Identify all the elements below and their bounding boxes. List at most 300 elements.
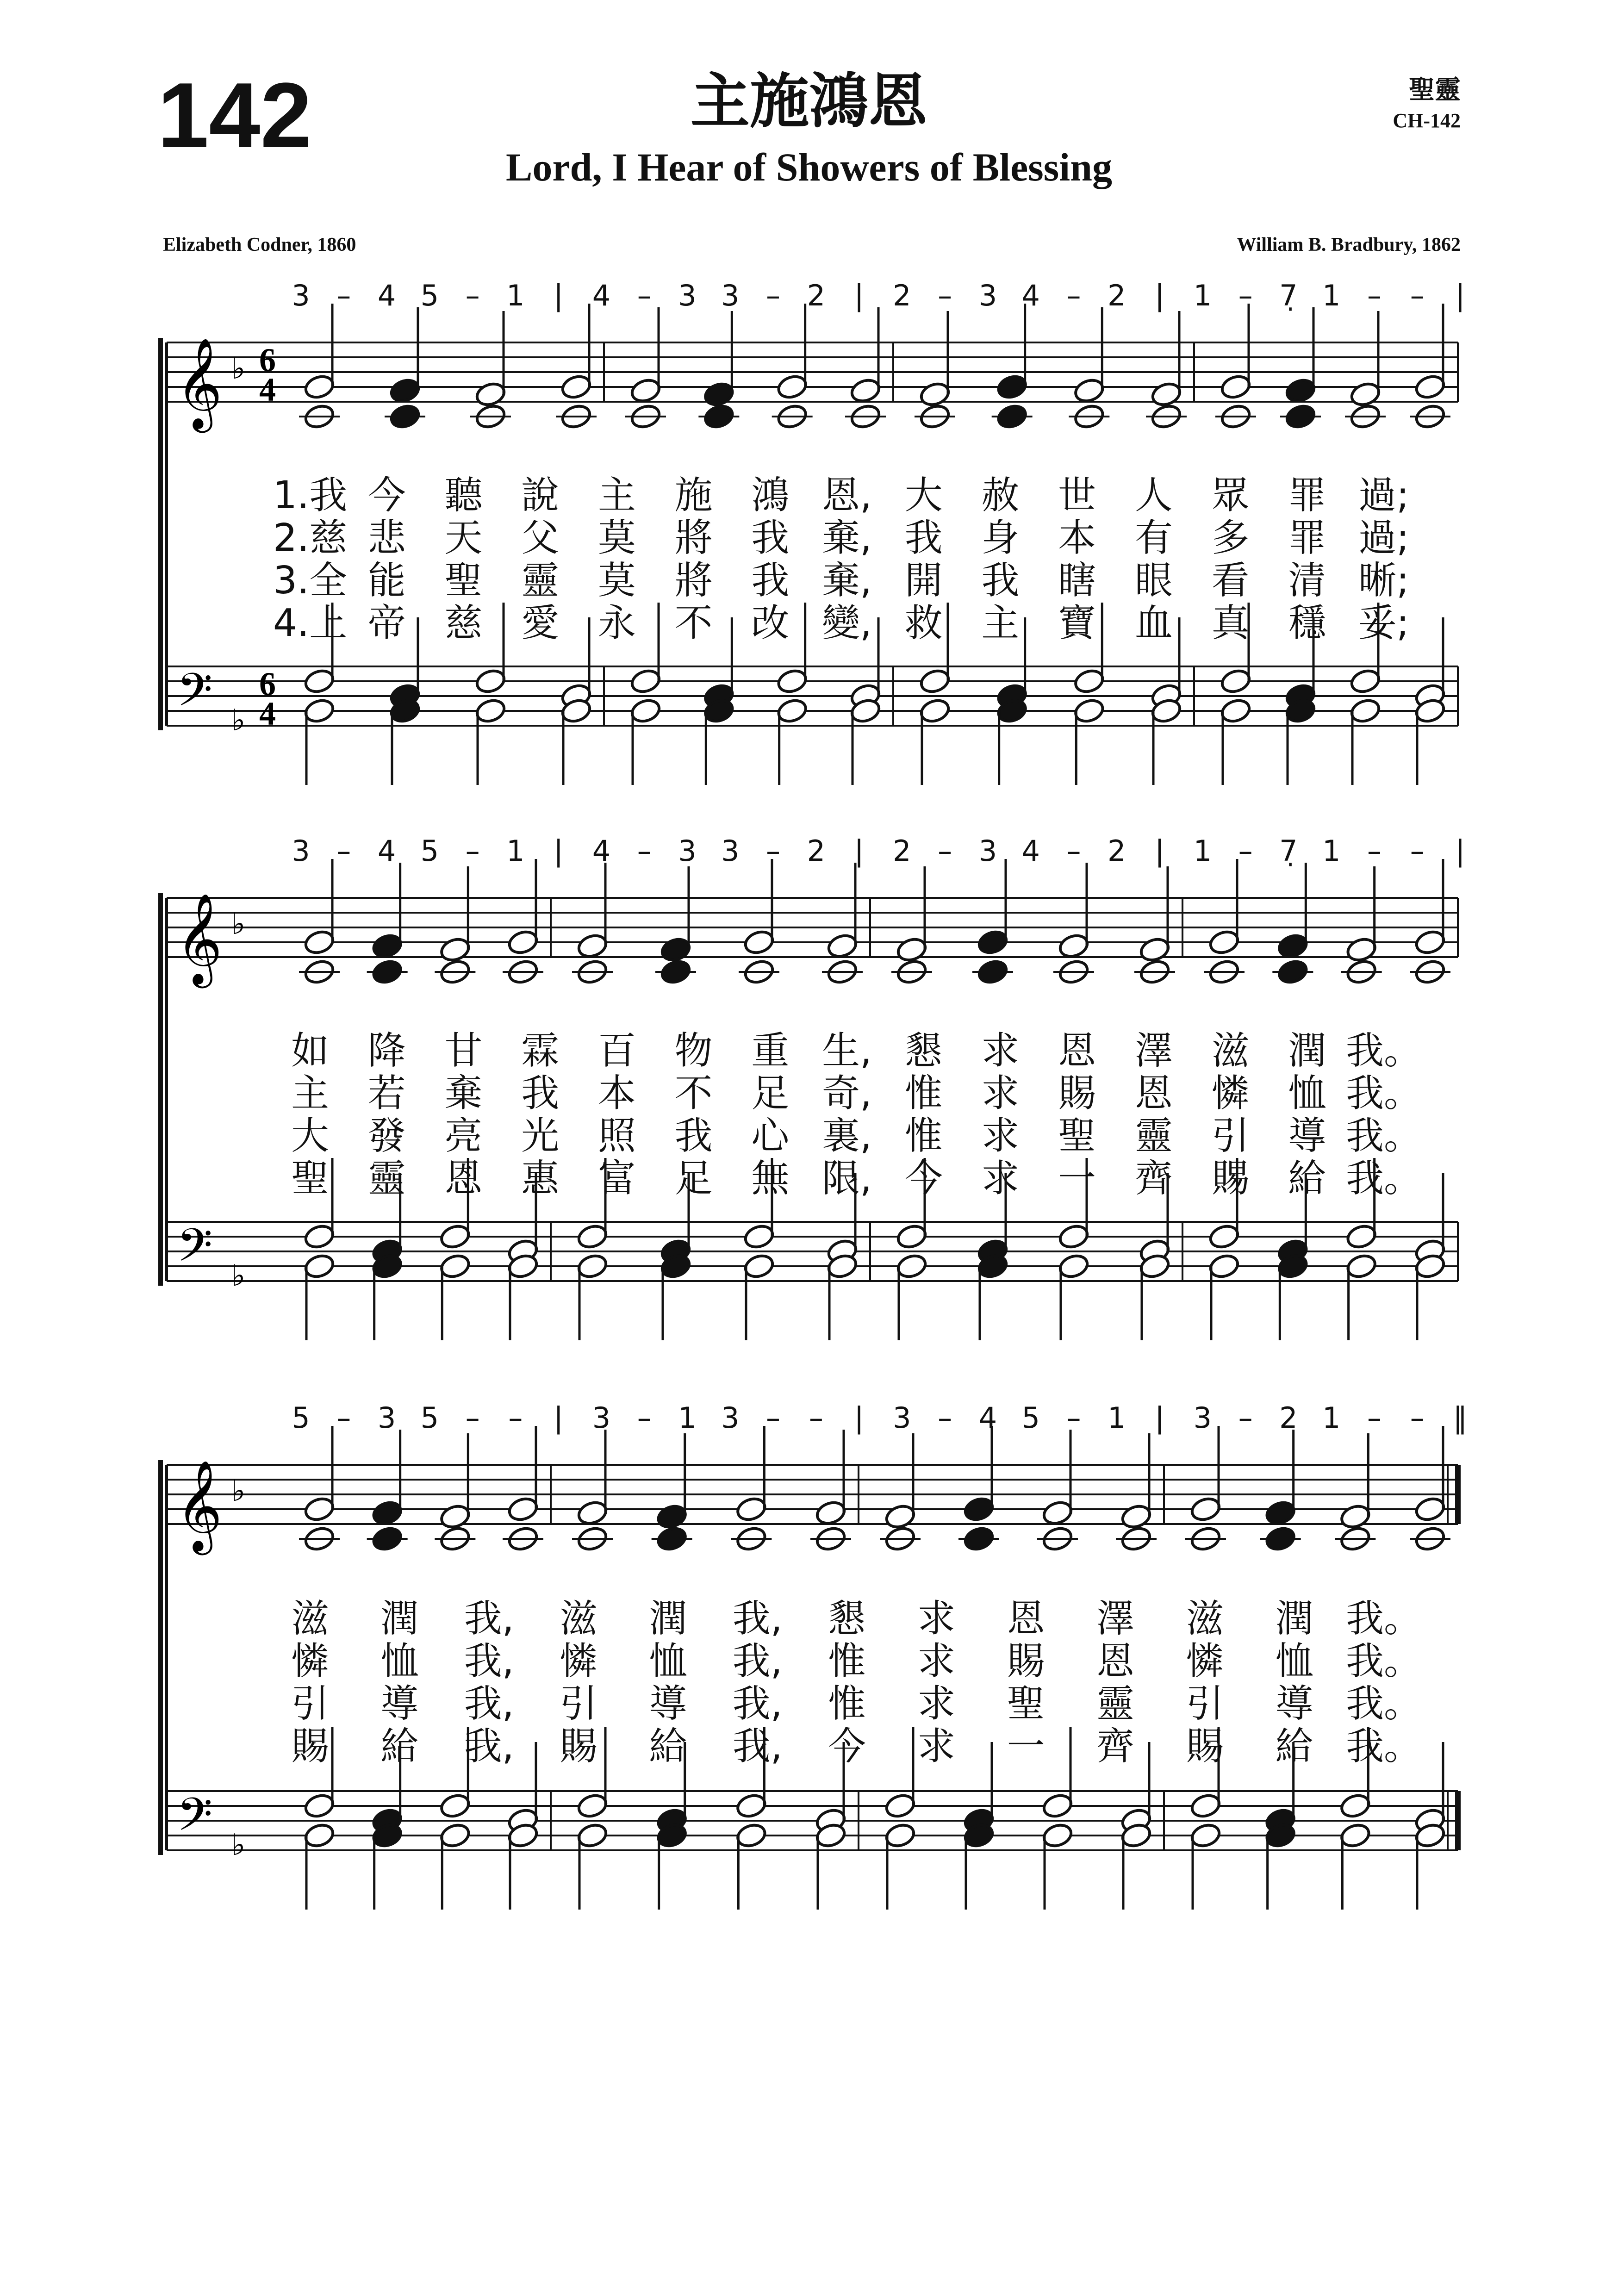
key-signature-flat: ♭ xyxy=(231,352,246,386)
lyric-syllable: 棄, xyxy=(821,516,872,560)
bass-note-head xyxy=(1189,1792,1222,1820)
jianpu-note: 4 xyxy=(978,1401,997,1435)
bass-note-head xyxy=(1073,667,1106,695)
treble-note-head xyxy=(655,1503,688,1531)
bass-note-head xyxy=(439,1223,472,1251)
jianpu-note: – xyxy=(766,1401,781,1435)
lyric-syllable: 我, xyxy=(732,1724,783,1768)
bass-note-head xyxy=(1189,1822,1222,1849)
hymn-title-chinese: 主施鴻恩 xyxy=(690,67,927,136)
jianpu-note: 3 xyxy=(292,279,310,312)
treble-note-head xyxy=(1139,936,1171,964)
lyric-syllable: 能 xyxy=(367,559,406,603)
lyric-syllable: 恤 xyxy=(380,1639,419,1683)
lyric-syllable: 亮 xyxy=(444,1114,483,1158)
bass-note-head xyxy=(919,697,952,725)
jianpu-note: 1 xyxy=(1322,834,1341,868)
bass-clef: 𝄢 xyxy=(177,1219,213,1283)
treble-note-head xyxy=(371,932,404,960)
bass-note-head xyxy=(474,667,507,695)
bass-note-head xyxy=(303,1252,336,1280)
lyric-syllable: 我。 xyxy=(1345,1724,1422,1768)
lyric-syllable: 恤 xyxy=(1288,1071,1326,1115)
lyric-syllable: 大 xyxy=(904,473,943,517)
lyric-syllable: 妥; xyxy=(1358,601,1409,645)
lyric-syllable: 我 xyxy=(521,1071,560,1115)
bass-note-head xyxy=(576,1223,609,1251)
bass-note-head xyxy=(1339,1822,1372,1849)
treble-note-head xyxy=(576,932,609,960)
treble-note-head xyxy=(303,928,336,956)
lyric-syllable: 看 xyxy=(1211,559,1250,603)
lyric-syllable: 導 xyxy=(1288,1114,1326,1158)
lyric-syllable: 惟 xyxy=(828,1639,866,1683)
lyric-syllable: 聖 xyxy=(1007,1682,1045,1726)
lyric-syllable: 賜 xyxy=(1186,1724,1224,1768)
jianpu-note: 2 xyxy=(893,834,911,868)
lyric-syllable: 齊 xyxy=(1134,1157,1173,1201)
lyric-syllable: 賜 xyxy=(1007,1639,1045,1683)
treble-note-head xyxy=(776,373,809,401)
lyric-syllable: 身 xyxy=(981,516,1020,560)
lyric-syllable: 甘 xyxy=(444,1029,483,1073)
lyric-syllable: 莫 xyxy=(597,559,636,603)
jianpu-note: – xyxy=(1367,279,1382,312)
lyric-syllable: 引 xyxy=(1186,1682,1224,1726)
bass-note-head xyxy=(919,667,952,695)
jianpu-note: – xyxy=(1238,834,1253,868)
hymn-code: CH-142 xyxy=(1393,109,1461,132)
treble-note-head xyxy=(815,1499,847,1527)
jianpu-note: – xyxy=(1410,279,1425,312)
jianpu-note: 1 xyxy=(506,279,525,312)
lyric-syllable: 永 xyxy=(597,601,636,645)
treble-note-head xyxy=(826,932,859,960)
jianpu-note: 7̣ xyxy=(1279,834,1298,868)
bass-note-head xyxy=(1041,1822,1074,1849)
lyric-syllable: 我。 xyxy=(1345,1597,1422,1641)
jianpu-note: 3 xyxy=(678,834,697,868)
treble-note-head xyxy=(1339,1503,1372,1531)
jianpu-note: – xyxy=(465,834,480,868)
jianpu-note: – xyxy=(637,1401,652,1435)
key-signature-flat: ♭ xyxy=(231,703,246,738)
jianpu-note: 4 xyxy=(1021,279,1040,312)
treble-note-head xyxy=(849,377,882,404)
lyric-syllable: 世 xyxy=(1058,473,1096,517)
lyric-syllable: 一 xyxy=(1007,1724,1045,1768)
lyric-syllable: 如 xyxy=(291,1029,330,1073)
treble-note-head xyxy=(507,928,540,956)
time-signature-bottom: 4 xyxy=(259,695,276,732)
time-signature-top: 6 xyxy=(259,666,276,703)
lyric-syllable: 莫 xyxy=(597,516,636,560)
lyric-syllable: 靈 xyxy=(521,559,560,603)
lyric-syllable: 棄 xyxy=(444,1071,483,1115)
lyric-syllable: 將 xyxy=(674,516,713,560)
treble-note-head xyxy=(1414,373,1447,401)
lyric-syllable: 改 xyxy=(751,601,790,645)
treble-note-head xyxy=(1414,928,1447,956)
lyricist-credit: Elizabeth Codner, 1860 xyxy=(163,234,356,255)
bass-note-head xyxy=(1058,1223,1090,1251)
treble-note-head xyxy=(919,380,952,408)
lyric-syllable: 憐 xyxy=(1186,1639,1224,1683)
treble-note-head xyxy=(1345,936,1378,964)
key-signature-flat: ♭ xyxy=(231,1259,246,1293)
jianpu-note: 5 xyxy=(420,1401,439,1435)
treble-note-head xyxy=(896,936,928,964)
lyric-syllable: 滋 xyxy=(1211,1029,1250,1073)
jianpu-note: – xyxy=(938,1401,952,1435)
jianpu-note: – xyxy=(637,834,652,868)
jianpu-note: 3 xyxy=(377,1401,396,1435)
lyric-syllable: 我, xyxy=(732,1682,783,1726)
key-signature-flat: ♭ xyxy=(231,1828,246,1862)
lyric-syllable: 憐 xyxy=(1211,1071,1250,1115)
lyric-syllable: 我 xyxy=(904,516,943,560)
treble-note-head xyxy=(576,1499,609,1527)
lyric-syllable: 我, xyxy=(464,1597,514,1641)
bass-note-head xyxy=(743,1252,776,1280)
lyric-syllable: 主 xyxy=(291,1071,330,1115)
hymn-category: 聖靈 xyxy=(1409,75,1461,105)
lyric-syllable: 晰; xyxy=(1358,559,1409,603)
bass-note-head xyxy=(1345,1252,1378,1280)
jianpu-note: 4 xyxy=(377,834,396,868)
jianpu-note: 2 xyxy=(1108,834,1126,868)
bass-note-head xyxy=(303,697,336,725)
lyric-syllable: 恩 xyxy=(1096,1639,1135,1683)
lyric-syllable: 求 xyxy=(917,1724,956,1768)
jianpu-note: 1 xyxy=(1193,834,1212,868)
composer-credit: William B. Bradbury, 1862 xyxy=(1237,234,1461,255)
lyric-syllable: 眾 xyxy=(1211,473,1250,517)
lyric-syllable: 若 xyxy=(367,1071,406,1115)
lyric-syllable: 給 xyxy=(1288,1157,1326,1201)
lyric-syllable: 求 xyxy=(917,1597,956,1641)
lyric-syllable: 赦 xyxy=(981,473,1020,517)
lyric-syllable: 滋 xyxy=(559,1597,598,1641)
lyric-syllable: 滋 xyxy=(1186,1597,1224,1641)
lyric-syllable: 我, xyxy=(464,1682,514,1726)
lyric-syllable: 百 xyxy=(597,1029,636,1073)
lyric-syllable: 賜 xyxy=(1058,1071,1096,1115)
jianpu-note: – xyxy=(766,279,781,312)
lyric-syllable: 過; xyxy=(1358,473,1409,517)
jianpu-barline: | xyxy=(1455,834,1465,868)
treble-note-head xyxy=(1058,932,1090,960)
treble-note-head xyxy=(963,1495,996,1523)
lyric-syllable: 奇, xyxy=(821,1071,872,1115)
lyric-syllable: 憐 xyxy=(559,1639,598,1683)
bass-note-head xyxy=(576,1792,609,1820)
lyric-syllable: 施 xyxy=(674,473,713,517)
lyric-syllable: 一 xyxy=(1058,1157,1096,1201)
lyric-syllable: 1.我 xyxy=(273,473,348,517)
bass-note-head xyxy=(1220,697,1252,725)
bass-note-head xyxy=(735,1792,768,1820)
lyric-syllable: 我, xyxy=(732,1597,783,1641)
jianpu-note: – xyxy=(508,1401,523,1435)
treble-note-head xyxy=(303,373,336,401)
lyric-syllable: 給 xyxy=(1275,1724,1313,1768)
bass-note-head xyxy=(439,1792,472,1820)
lyric-syllable: 裏, xyxy=(821,1114,872,1158)
treble-note-head xyxy=(977,928,1009,956)
lyric-syllable: 罪 xyxy=(1288,516,1326,560)
treble-note-head xyxy=(371,1499,404,1527)
bass-note-head xyxy=(1208,1223,1241,1251)
system-bracket xyxy=(158,893,163,1286)
jianpu-note: 1 xyxy=(1108,1401,1126,1435)
treble-note-head xyxy=(1073,377,1106,404)
lyric-syllable: 導 xyxy=(380,1682,419,1726)
lyric-syllable: 惟 xyxy=(904,1114,943,1158)
lyric-syllable: 我。 xyxy=(1345,1114,1422,1158)
jianpu-note: 2 xyxy=(1108,279,1126,312)
lyric-syllable: 照 xyxy=(597,1114,636,1158)
lyric-syllable: 穩 xyxy=(1288,601,1326,645)
lyric-syllable: 愛 xyxy=(521,601,560,645)
bass-note-head xyxy=(743,1223,776,1251)
treble-note-head xyxy=(1189,1495,1222,1523)
lyric-syllable: 賜 xyxy=(559,1724,598,1768)
bass-note-head xyxy=(776,667,809,695)
lyric-syllable: 清 xyxy=(1288,559,1326,603)
lyric-syllable: 聖 xyxy=(444,559,483,603)
treble-note-head xyxy=(884,1503,917,1531)
lyric-syllable: 救 xyxy=(904,601,943,645)
treble-note-head xyxy=(560,373,593,401)
jianpu-barline: | xyxy=(854,834,864,868)
lyric-syllable: 降 xyxy=(367,1029,406,1073)
bass-note-head xyxy=(1349,697,1382,725)
key-signature-flat: ♭ xyxy=(231,1474,246,1508)
lyric-syllable: 惟 xyxy=(904,1071,943,1115)
jianpu-note: 5 xyxy=(420,279,439,312)
lyric-syllable: 澤 xyxy=(1134,1029,1173,1073)
bass-note-head xyxy=(896,1252,928,1280)
jianpu-note: 5 xyxy=(292,1401,310,1435)
bass-clef: 𝄢 xyxy=(177,1788,213,1853)
lyric-syllable: 我, xyxy=(464,1724,514,1768)
jianpu-note: 1 xyxy=(1193,279,1212,312)
treble-note-head xyxy=(1041,1499,1074,1527)
bass-note-head xyxy=(303,1822,336,1849)
jianpu-note: 4 xyxy=(592,834,611,868)
lyric-syllable: 導 xyxy=(1275,1682,1313,1726)
jianpu-note: 3 xyxy=(1193,1401,1212,1435)
jianpu-barline: | xyxy=(1155,834,1165,868)
jianpu-barline: | xyxy=(1155,279,1165,312)
lyric-syllable: 賜 xyxy=(291,1724,330,1768)
lyric-syllable: 天 xyxy=(444,516,483,560)
lyric-syllable: 求 xyxy=(981,1114,1020,1158)
key-signature-flat: ♭ xyxy=(231,907,246,941)
bass-note-head xyxy=(1058,1252,1090,1280)
lyric-syllable: 足 xyxy=(674,1157,713,1201)
lyric-syllable: 不 xyxy=(674,1071,713,1115)
treble-note-head xyxy=(1150,380,1183,408)
jianpu-barline: | xyxy=(1155,1401,1165,1435)
lyric-syllable: 父 xyxy=(521,516,560,560)
lyric-syllable: 帝 xyxy=(367,601,406,645)
jianpu-note: 3 xyxy=(721,834,740,868)
jianpu-barline: | xyxy=(1455,279,1465,312)
lyric-syllable: 靈 xyxy=(1134,1114,1173,1158)
lyric-syllable: 引 xyxy=(559,1682,598,1726)
lyric-syllable: 滋 xyxy=(291,1597,330,1641)
jianpu-note: – xyxy=(1066,279,1081,312)
jianpu-note: – xyxy=(1238,1401,1253,1435)
bass-note-head xyxy=(303,1792,336,1820)
lyric-syllable: 重 xyxy=(751,1029,790,1073)
jianpu-note: – xyxy=(1066,1401,1081,1435)
lyric-syllable: 我。 xyxy=(1345,1157,1422,1201)
treble-note-head xyxy=(1220,373,1252,401)
lyric-syllable: 靈 xyxy=(367,1157,406,1201)
treble-clef: 𝄞 xyxy=(176,1460,223,1551)
lyric-syllable: 聖 xyxy=(291,1157,330,1201)
lyric-syllable: 足 xyxy=(751,1071,790,1115)
bass-note-head xyxy=(1220,667,1252,695)
lyric-syllable: 引 xyxy=(291,1682,330,1726)
lyric-syllable: 霖 xyxy=(521,1029,560,1073)
jianpu-note: 1 xyxy=(506,834,525,868)
lyric-syllable: 今 xyxy=(367,473,406,517)
lyric-syllable: 靈 xyxy=(1096,1682,1135,1726)
jianpu-note: – xyxy=(1367,1401,1382,1435)
jianpu-barline: | xyxy=(554,1401,564,1435)
jianpu-note: – xyxy=(809,1401,823,1435)
lyric-syllable: 聖 xyxy=(1058,1114,1096,1158)
jianpu-note: 3 xyxy=(978,279,997,312)
lyric-syllable: 我 xyxy=(751,559,790,603)
jianpu-note: 3 xyxy=(292,834,310,868)
treble-note-head xyxy=(389,377,422,404)
lyric-syllable: 我 xyxy=(981,559,1020,603)
jianpu-note: 2 xyxy=(893,279,911,312)
lyric-syllable: 潤 xyxy=(649,1597,687,1641)
treble-clef: 𝄞 xyxy=(176,893,223,984)
lyric-syllable: 我 xyxy=(674,1114,713,1158)
jianpu-note: – xyxy=(1410,834,1425,868)
lyric-syllable: 潤 xyxy=(380,1597,419,1641)
bass-note-head xyxy=(576,1252,609,1280)
bass-note-head xyxy=(884,1792,917,1820)
jianpu-note: 3 xyxy=(592,1401,611,1435)
lyric-syllable: 潤 xyxy=(1288,1029,1326,1073)
lyric-syllable: 3.全 xyxy=(273,559,348,603)
lyric-syllable: 恩 xyxy=(1007,1597,1045,1641)
lyric-syllable: 本 xyxy=(1058,516,1096,560)
lyric-syllable: 眼 xyxy=(1134,559,1173,603)
hymn-number: 142 xyxy=(157,64,312,167)
jianpu-note: 4 xyxy=(1021,834,1040,868)
jianpu-note: 2 xyxy=(807,834,826,868)
time-signature-bottom: 4 xyxy=(259,371,276,408)
bass-note-head xyxy=(896,1223,928,1251)
lyric-syllable: 惠 xyxy=(521,1157,560,1201)
lyric-syllable: 求 xyxy=(917,1639,956,1683)
jianpu-barline: | xyxy=(854,1401,864,1435)
treble-note-head xyxy=(439,936,472,964)
bass-note-head xyxy=(735,1822,768,1849)
lyric-syllable: 本 xyxy=(597,1071,636,1115)
lyric-syllable: 富 xyxy=(597,1157,636,1201)
treble-note-head xyxy=(1276,932,1309,960)
jianpu-note: 3 xyxy=(721,1401,740,1435)
bass-note-head xyxy=(474,697,507,725)
treble-clef: 𝄞 xyxy=(176,337,223,429)
time-signature-top: 6 xyxy=(259,342,276,379)
lyric-syllable: 今 xyxy=(904,1157,943,1201)
lyric-syllable: 不 xyxy=(674,601,713,645)
treble-note-head xyxy=(1284,377,1317,404)
jianpu-note: – xyxy=(1367,834,1382,868)
treble-note-head xyxy=(1414,1495,1447,1523)
jianpu-note: 4 xyxy=(377,279,396,312)
treble-note-head xyxy=(1349,380,1382,408)
lyric-syllable: 賜 xyxy=(1211,1157,1250,1201)
lyric-syllable: 物 xyxy=(674,1029,713,1073)
lyric-syllable: 求 xyxy=(981,1071,1020,1115)
jianpu-note: 1 xyxy=(1322,1401,1341,1435)
jianpu-note: 7̣ xyxy=(1279,279,1298,312)
treble-note-head xyxy=(474,380,507,408)
lyric-syllable: 求 xyxy=(981,1157,1020,1201)
jianpu-note: – xyxy=(336,1401,351,1435)
lyric-syllable: 2.慈 xyxy=(273,516,348,560)
lyric-syllable: 變, xyxy=(821,601,872,645)
jianpu-note: – xyxy=(1410,1401,1425,1435)
jianpu-barline: | xyxy=(554,834,564,868)
jianpu-note: – xyxy=(1066,834,1081,868)
jianpu-note: – xyxy=(336,834,351,868)
lyric-syllable: 將 xyxy=(674,559,713,603)
jianpu-note: 1 xyxy=(1322,279,1341,312)
jianpu-note: 3 xyxy=(678,279,697,312)
lyric-syllable: 給 xyxy=(380,1724,419,1768)
lyric-syllable: 懇 xyxy=(828,1597,866,1641)
lyric-syllable: 真 xyxy=(1211,601,1250,645)
jianpu-note: – xyxy=(637,279,652,312)
lyric-syllable: 恤 xyxy=(649,1639,687,1683)
lyric-syllable: 潤 xyxy=(1275,1597,1313,1641)
lyric-syllable: 憐 xyxy=(291,1639,330,1683)
lyric-syllable: 我。 xyxy=(1345,1682,1422,1726)
jianpu-note: – xyxy=(336,279,351,312)
lyric-syllable: 我 xyxy=(751,516,790,560)
treble-note-head xyxy=(996,373,1028,401)
lyric-syllable: 主 xyxy=(597,473,636,517)
lyric-syllable: 聽 xyxy=(444,473,483,517)
bass-note-head xyxy=(629,697,662,725)
treble-note-head xyxy=(660,936,692,964)
lyric-syllable: 今 xyxy=(828,1724,866,1768)
system-bracket xyxy=(158,338,163,730)
bass-note-head xyxy=(1345,1223,1378,1251)
jianpu-note: – xyxy=(938,279,952,312)
bass-note-head xyxy=(439,1252,472,1280)
lyric-syllable: 鴻 xyxy=(751,473,790,517)
bass-note-head xyxy=(1339,1792,1372,1820)
treble-note-head xyxy=(507,1495,540,1523)
jianpu-note: 4 xyxy=(592,279,611,312)
lyric-syllable: 懇 xyxy=(904,1029,943,1073)
treble-note-head xyxy=(303,1495,336,1523)
